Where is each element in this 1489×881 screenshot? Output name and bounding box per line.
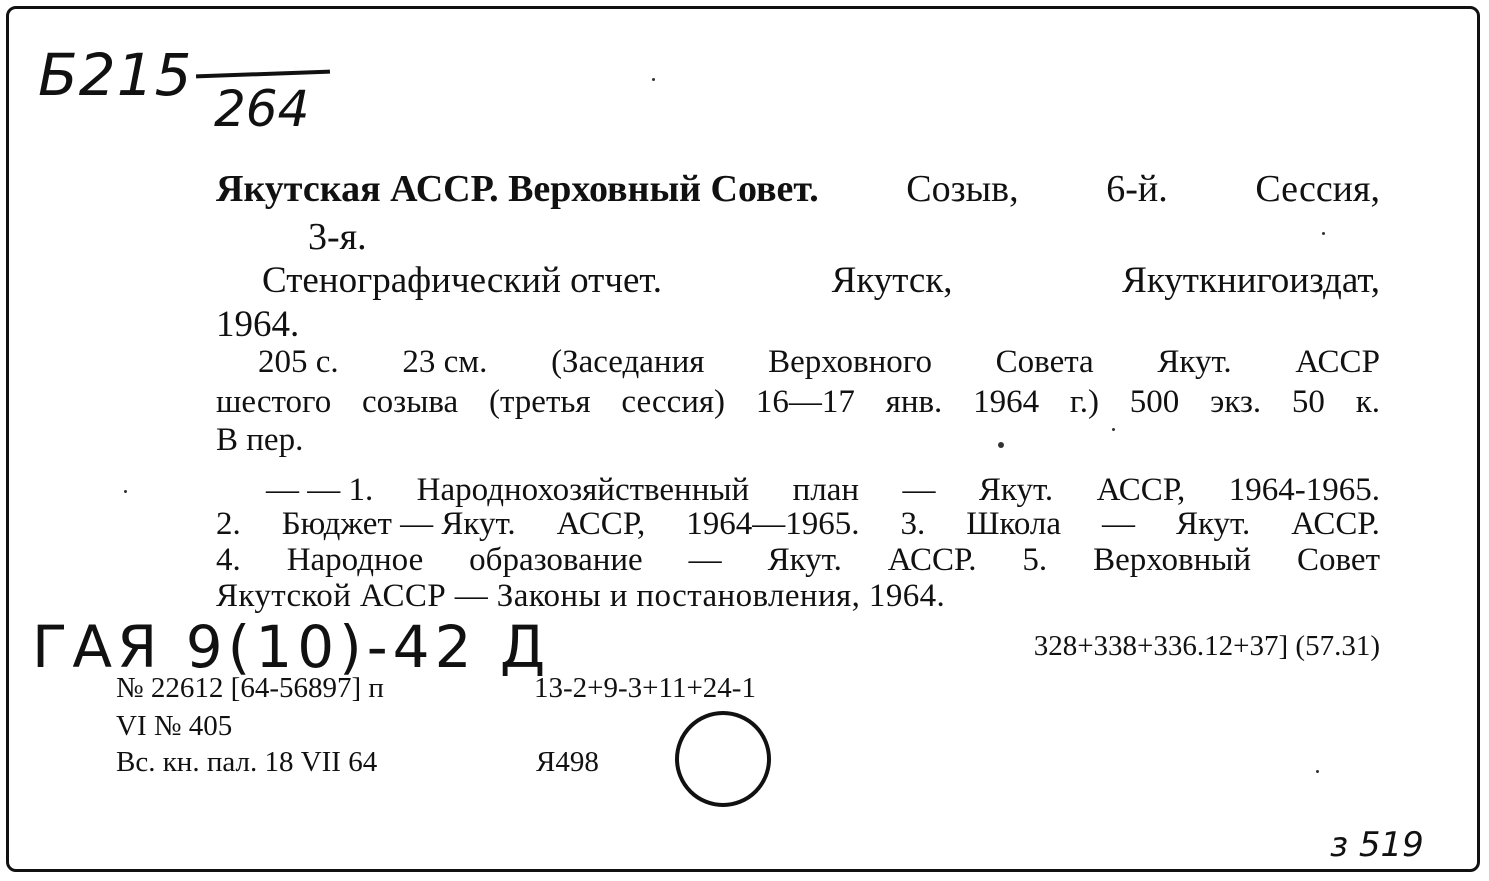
book-chamber-note: Вс. кн. пал. 18 VII 64 [116, 746, 378, 778]
call-number-handwritten: ГАЯ 9(10)-42 Д [32, 613, 551, 681]
order-number: № 22612 [64-56897] п [116, 672, 384, 704]
shelf-mark-denominator: 264 [214, 80, 310, 138]
binding-note: В пер. [216, 422, 304, 458]
heading-corporate-author: Якутская АССР. Верховный Совет. [216, 168, 819, 210]
print-speck [1112, 428, 1115, 431]
subjects-line1: — — 1. Народнохозяйственный план — Якут. АССР, 1964-1965. [266, 472, 1380, 508]
shelf-mark-numerator: Б215 [38, 41, 193, 109]
series-number: VI № 405 [116, 710, 233, 742]
physical-description-line1: 205 с. 23 см. (Заседания Верховного Совета Якут. АССР [258, 344, 1380, 380]
inventory-mark: з 519 [1330, 825, 1424, 865]
print-speck [124, 490, 127, 493]
size: 23 см. [402, 344, 488, 380]
imprint-place: Якутск, [831, 260, 953, 301]
heading-session: Сессия, [1255, 168, 1380, 210]
record-heading [216, 170, 1380, 208]
stamp-circle [675, 711, 771, 807]
print-codes: 13-2+9-3+11+24-1 [534, 672, 756, 704]
subjects-line3: 4. Народное образование — Якут. АССР. 5. Верховный Совет [216, 542, 1380, 578]
imprint-year: 1964. [216, 304, 300, 345]
physical-description-line2: шестого созыва (третья сессия) 16—17 янв. 1964 г.) 500 экз. 50 к. [216, 384, 1380, 420]
title-imprint [262, 262, 1380, 299]
subjects-line2: 2. Бюджет — Якут. АССР, 1964—1965. 3. Школа — Якут. АССР. [216, 506, 1380, 542]
title-proper: Стенографический отчет. [262, 260, 663, 301]
book-chamber-code: Я498 [536, 746, 599, 778]
heading-convocation-number: 6-й. [1106, 168, 1168, 210]
imprint-publisher: Якуткнигоиздат, [1122, 260, 1380, 301]
print-speck [1322, 232, 1325, 235]
classification-index: 328+338+336.12+37] (57.31) [1033, 630, 1380, 662]
print-speck [1316, 770, 1319, 773]
pages: 205 с. [258, 344, 339, 380]
subjects-line4: Якутской АССР — Законы и постановления, 1964. [216, 578, 946, 614]
heading-session-number: 3-я. [308, 216, 367, 258]
print-speck [998, 442, 1004, 448]
heading-convocation: Созыв, [906, 168, 1019, 210]
print-speck [652, 78, 655, 81]
